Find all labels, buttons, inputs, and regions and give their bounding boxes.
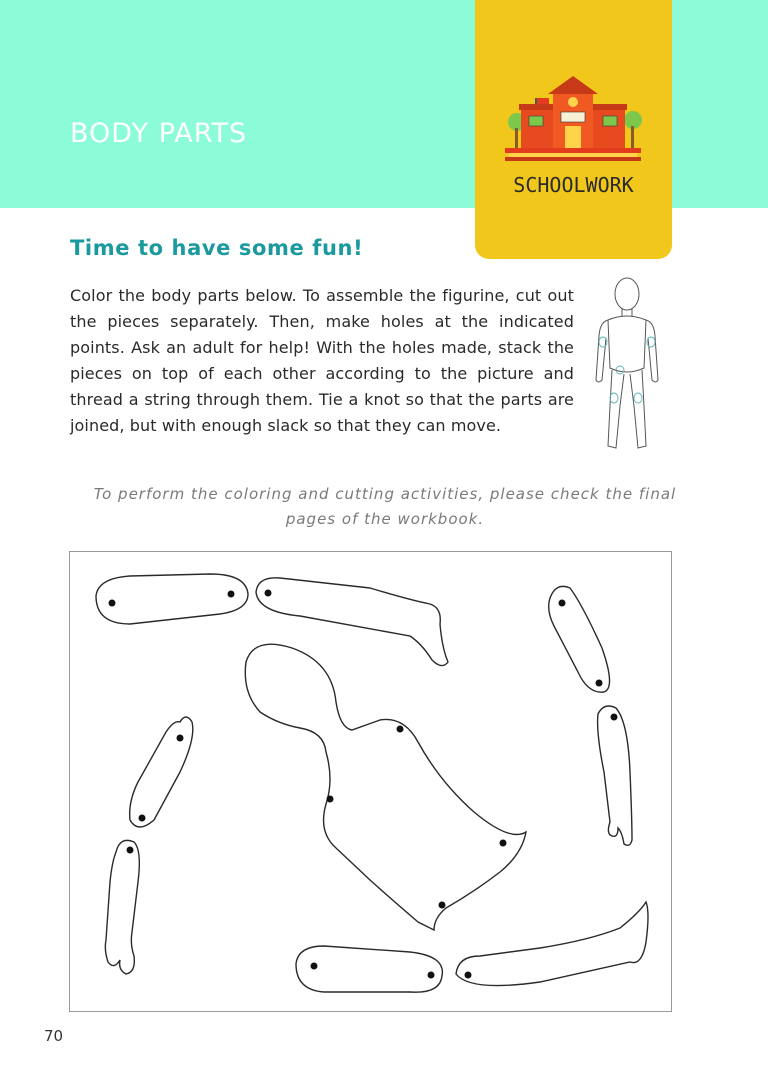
section-title: Time to have some fun! <box>70 236 364 260</box>
cutout-pieces-frame <box>69 551 672 1012</box>
lower-leg-piece <box>105 840 139 974</box>
lower-leg-piece <box>456 902 648 986</box>
upper-arm-piece <box>96 574 248 624</box>
instructions-text: Color the body parts below. To assemble the figurine, cut out the pieces separately. Then, make holes at the indicated points. Ask an adult for help! With the holes made, stack the pieces on top of each other according to the picture and thread a string through them. Tie a knot so that the parts are joined, but with enough slack so that they can move. <box>70 286 574 435</box>
forearm-piece <box>598 706 632 845</box>
page-number: 70 <box>44 1027 64 1045</box>
upper-arm-piece <box>549 586 610 692</box>
assembled-figurine-illustration <box>590 276 666 454</box>
badge-label: SCHOOLWORK <box>513 173 634 197</box>
activity-note: To perform the coloring and cutting activities, please check the final pages of the workbook. <box>93 485 677 528</box>
thigh-piece <box>130 717 193 827</box>
thigh-piece <box>296 946 442 992</box>
school-building-icon <box>503 74 643 164</box>
schoolwork-badge <box>475 0 672 259</box>
page-title: BODY PARTS <box>70 118 248 149</box>
head-torso-piece <box>245 644 526 930</box>
